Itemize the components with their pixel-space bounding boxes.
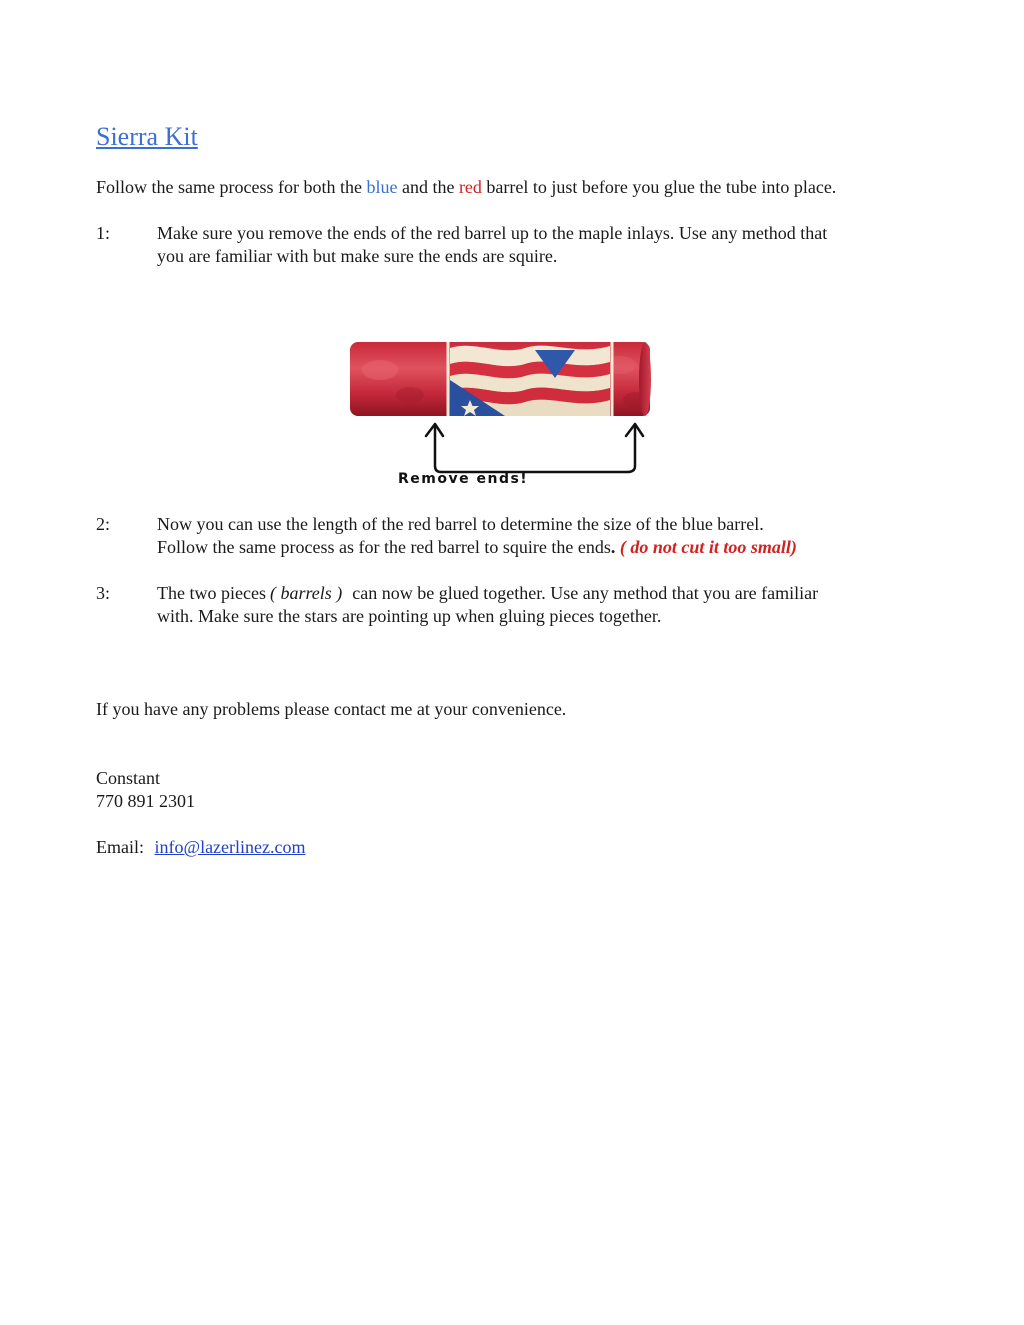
step-2-warning: ( do not cut it too small): [619, 537, 797, 557]
step-1-text: [157, 222, 937, 268]
barrel-end: [639, 342, 651, 416]
email-label: Email:: [96, 837, 144, 857]
contact-name: Constant: [96, 768, 161, 788]
step-2-line-2: [157, 536, 937, 559]
step-3-barrels: ( barrels ): [269, 583, 343, 603]
step-1-line-2: you are familiar with but make sure the ends are squire.: [157, 246, 558, 266]
intro-text-3: barrel to just before you glue the tube into place.: [481, 177, 837, 197]
page-title: Sierra Kit: [96, 122, 198, 151]
step-3-number: 3:: [96, 583, 111, 603]
step-1: [96, 222, 936, 272]
barrel-body: [350, 342, 650, 416]
contact-email-row: [96, 836, 306, 859]
step-3-line-1: [157, 582, 937, 605]
contact-phone: 770 891 2301: [96, 791, 195, 811]
email-link[interactable]: info@lazerlinez.com: [154, 837, 306, 857]
intro-text-2: and the: [397, 177, 459, 197]
barrel-figure: [340, 330, 660, 495]
step-2: [96, 513, 936, 563]
step-2-line-2-text: Follow the same process as for the red barrel to squire the ends: [157, 537, 611, 557]
red-barrel-image: [340, 330, 660, 495]
step-1-number: 1:: [96, 223, 111, 243]
intro-blue-word: blue: [366, 177, 398, 197]
step-3-line-1-b: can now be glued together. Use any method that you are familiar: [352, 583, 819, 603]
step-3-text: [157, 582, 937, 628]
step-3-line-2: with. Make sure the stars are pointing up when gluing pieces together.: [157, 606, 662, 626]
intro-paragraph: [96, 176, 956, 199]
closing-paragraph: If you have any problems please contact me at your convenience.: [96, 699, 567, 719]
step-3-line-1-a: The two pieces: [157, 583, 266, 603]
intro-red-word: red: [458, 177, 482, 197]
step-2-text: [157, 513, 937, 559]
step-1-line-1: Make sure you remove the ends of the red barrel up to the maple inlays. Use any method that: [157, 223, 828, 243]
step-2-period: .: [610, 537, 616, 557]
step-2-line-1: Now you can use the length of the red barrel to determine the size of the blue barrel.: [157, 514, 764, 534]
step-3: [96, 582, 936, 632]
intro-text-1: Follow the same process for both the: [96, 177, 367, 197]
annotation-arrows: [426, 424, 643, 472]
step-2-number: 2:: [96, 514, 111, 534]
remove-ends-label: Remove ends!: [398, 471, 529, 487]
